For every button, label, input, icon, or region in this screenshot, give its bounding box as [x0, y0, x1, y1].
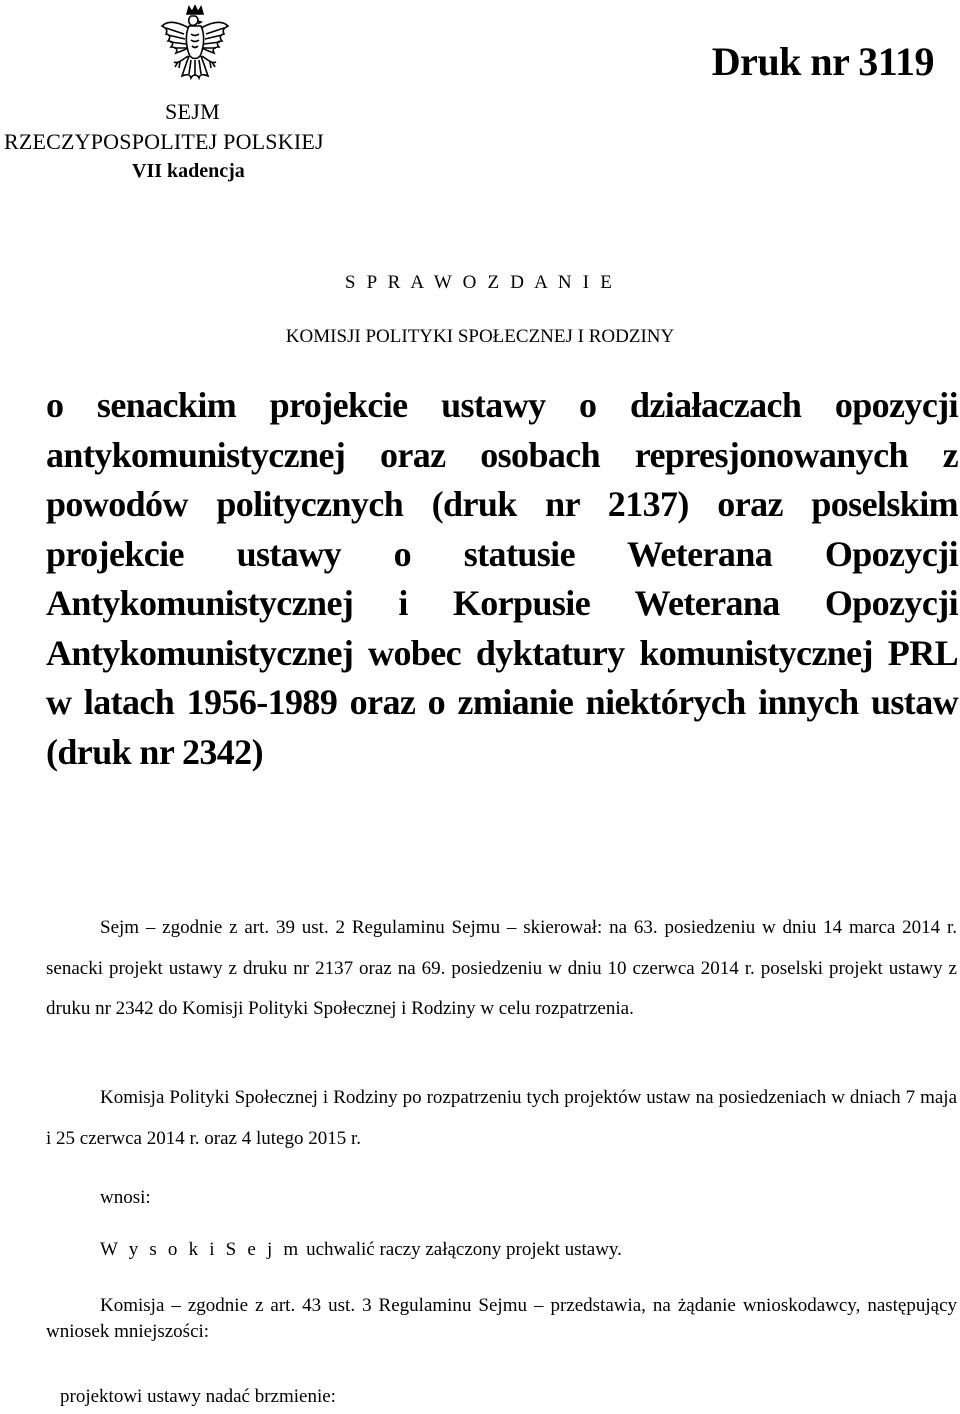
report-heading: S P R A W O Z D A N I E [344, 272, 616, 293]
print-number: Druk nr 3119 [711, 39, 934, 84]
institution-country: RZECZYPOSPOLITEJ POLSKIEJ [4, 129, 324, 154]
committee-name: KOMISJI POLITYKI SPOŁECZNEJ I RODZINY [285, 326, 675, 347]
motion-label: wnosi: [100, 1187, 151, 1208]
institution-name: SEJM [165, 99, 220, 124]
motion-rest: uchwalić raczy załączony projekt ustawy. [301, 1239, 622, 1260]
body-paragraph-minority: Komisja – zgodnie z art. 43 ust. 3 Regulaminu Sejmu – przedstawia, na żądanie wnioskodawcy, następujący wniosek mniejszości: [46, 1295, 957, 1342]
minority-motion-line: projektowi ustawy nadać brzmienie: [60, 1386, 336, 1407]
body-paragraph-referral: Sejm – zgodnie z art. 39 ust. 2 Regulaminu Sejmu – skierował: na 63. posiedzeniu w dniu 14 marca 2014 r. senacki projekt ustawy z druku nr 2137 oraz na 69. posiedzeniu w dniu 10 czerwca 2014 r. poselski projekt ustawy z druku nr 2342 do Komisji Polityki Społecznej i Rodziny w celu rozpatrzenia. [46, 917, 957, 1020]
body-paragraph-consideration: Komisja Polityki Społecznej i Rodziny po rozpatrzeniu tych projektów ustaw na posiedzeniach w dniach 7 maja i 25 czerwca 2014 r. oraz 4 lutego 2015 r. [46, 1087, 957, 1149]
polish-eagle-emblem-icon [158, 4, 232, 94]
report-title: o senackim projekcie ustawy o działaczach opozycji antykomunistycznej oraz osobach represjonowanych z powodów politycznych (druk nr 2137) oraz poselskim projekcie ustawy o statusie Weterana Opozycji Antykomunistycznej i Korpusie Weterana Opozycji Antykomunistycznej wobec dyktatury komunistycznej PRL w latach 1956-1989 oraz o zmianie niektórych innych ustaw (druk nr 2342) [46, 385, 958, 772]
wysoki-sejm-phrase: W y s o k i S e j m [100, 1239, 302, 1260]
motion-text [100, 1239, 622, 1261]
term-label: VII kadencja [132, 160, 245, 182]
